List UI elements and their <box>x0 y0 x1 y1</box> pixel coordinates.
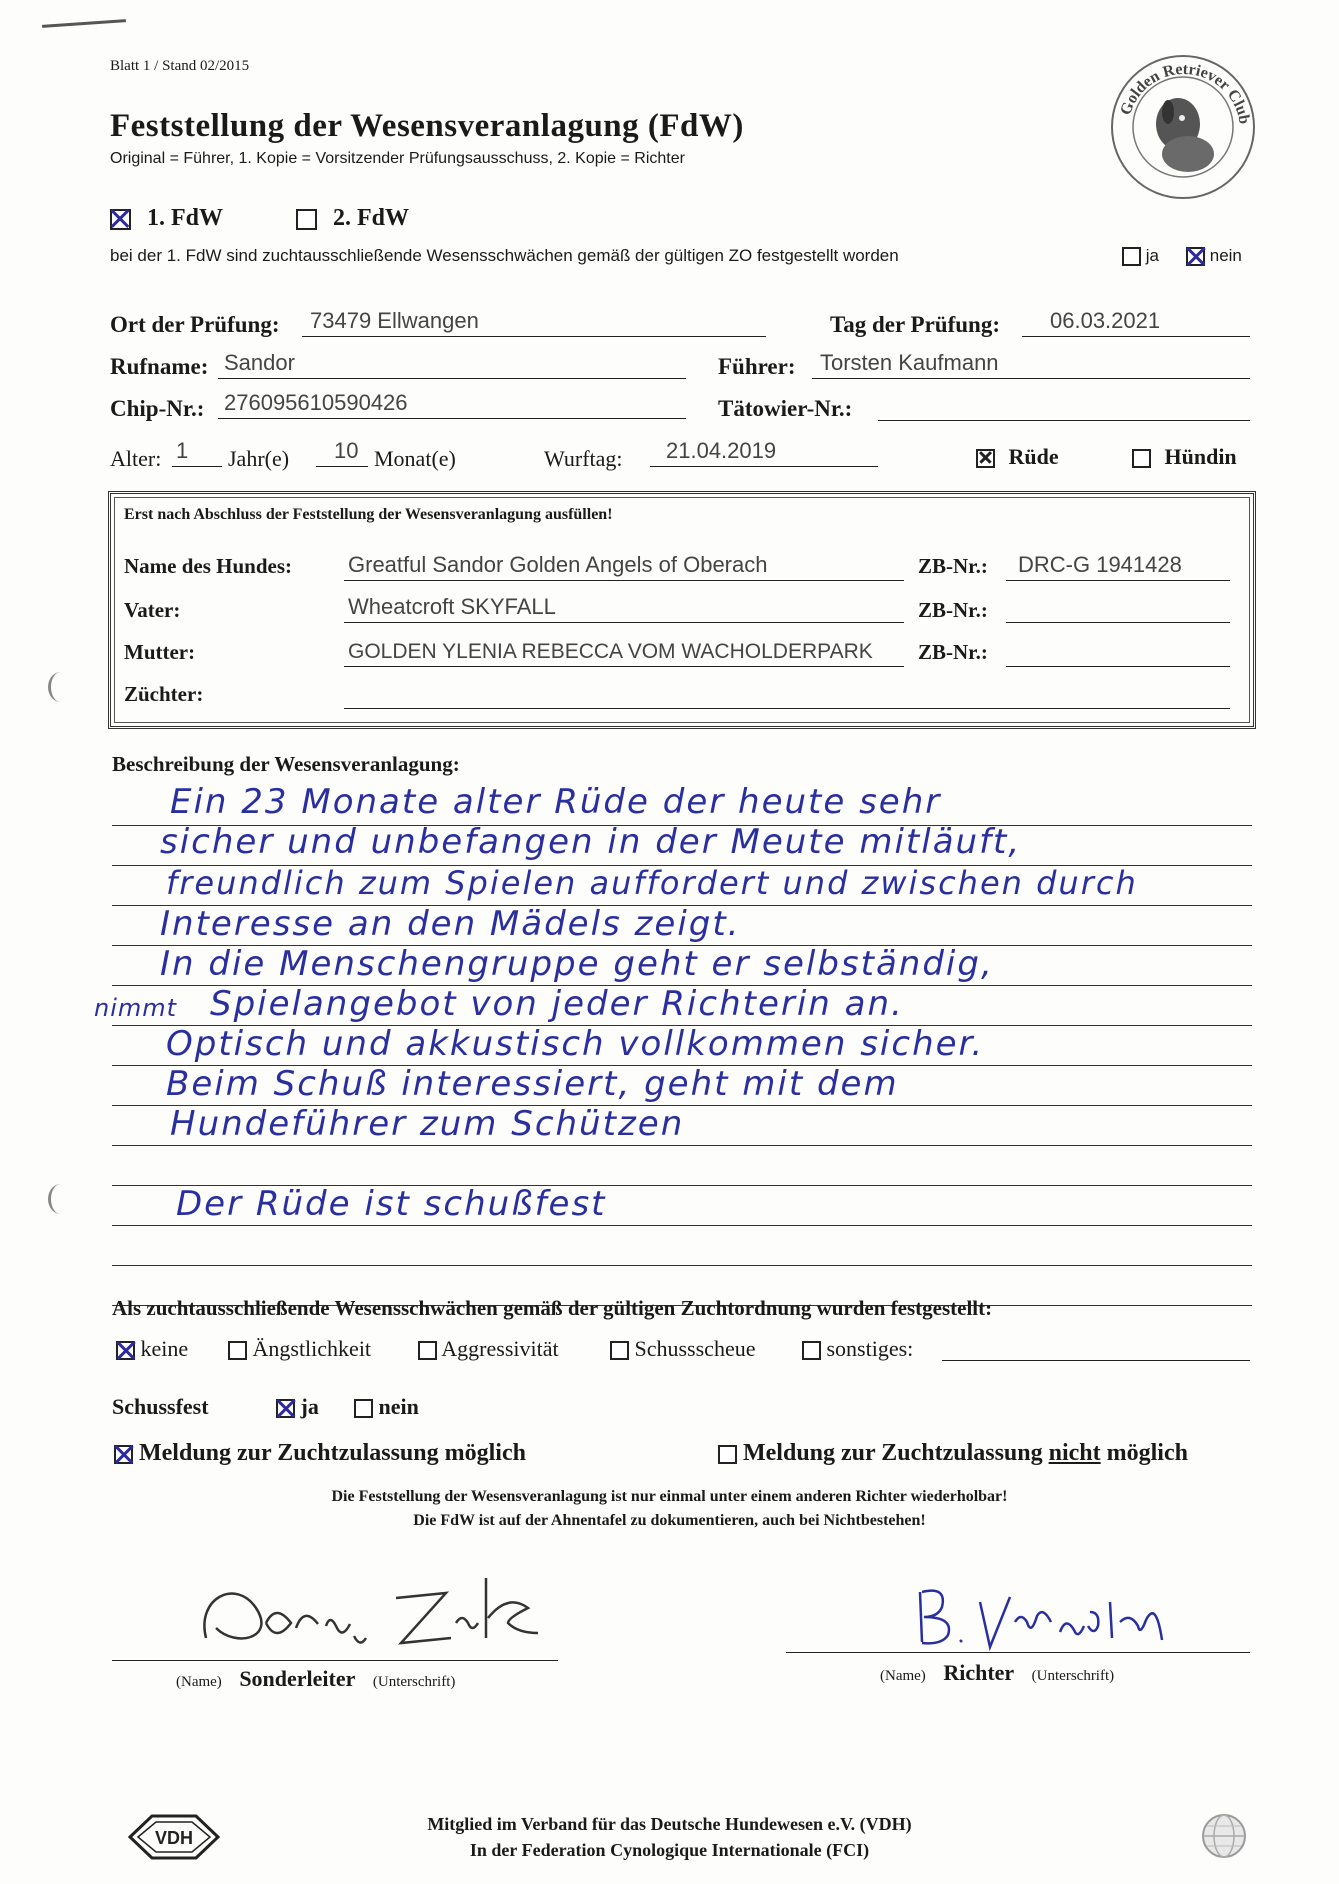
meldung-not-possible[interactable] <box>718 1440 1188 1467</box>
chip-value: 276095610590426 <box>224 390 408 415</box>
desc-rule-9 <box>112 1145 1252 1146</box>
ort-field[interactable] <box>302 310 766 337</box>
box-heading: Erst nach Abschluss der Feststellung der Wesensveranlagung ausfüllen! <box>124 506 613 523</box>
aengstlichkeit-label: Ängstlichkeit <box>252 1336 372 1361</box>
chip-field[interactable] <box>218 392 686 419</box>
desc-rule-11 <box>112 1225 1252 1226</box>
fdw-first-option[interactable] <box>110 205 223 232</box>
tag-label: Tag der Prüfung: <box>830 312 1000 337</box>
fuehrer-label: Führer: <box>718 354 796 379</box>
fuehrer-field[interactable] <box>812 352 1250 379</box>
footer-line-1: Mitglied im Verband für das Deutsche Hundewesen e.V. (VDH) <box>427 1814 912 1834</box>
fdw-question: bei der 1. FdW sind zuchtausschließende Wesensschwächen gemäß der gültigen ZO festgestellt worden <box>110 246 899 265</box>
desc-line: freundlich zum Spielen auffordert und zwischen durch <box>166 864 1138 902</box>
footer-line-2: In der Federation Cynologique Internationale (FCI) <box>469 1840 870 1860</box>
desc-line: sicher und unbefangen in der Meute mitläuft, <box>160 822 1022 862</box>
zb-value: DRC-G 1941428 <box>1018 552 1182 577</box>
mutter-label: Mutter: <box>124 640 196 664</box>
rufname-label: Rufname: <box>110 354 209 379</box>
left-sign-line <box>112 1660 558 1661</box>
vater-value: Wheatcroft SKYFALL <box>348 594 556 619</box>
ruede-checkbox[interactable] <box>976 449 995 468</box>
desc-line: Optisch und akkustisch vollkommen sicher. <box>166 1024 985 1064</box>
page-title: Feststellung der Wesensveranlagung (FdW) <box>110 108 744 144</box>
desc-line: Der Rüde ist schußfest <box>176 1184 607 1224</box>
huendin-label: Hündin <box>1164 444 1237 469</box>
left-sign-hint: (Unterschrift) <box>372 1674 456 1690</box>
club-seal <box>1108 52 1258 202</box>
nein-checkbox[interactable] <box>1186 247 1205 266</box>
right-sign-caption <box>880 1660 1114 1686</box>
sonstiges-label: sonstiges: <box>826 1336 914 1361</box>
desc-line: Hundeführer zum Schützen <box>170 1104 685 1144</box>
meldung-possible-checkbox[interactable] <box>114 1445 133 1464</box>
taetowier-label: Tätowier-Nr.: <box>718 396 853 421</box>
meldung-not-word: nicht <box>1048 1440 1101 1466</box>
fci-logo <box>1200 1812 1248 1860</box>
left-role: Sonderleiter <box>239 1666 356 1691</box>
taetowier-field[interactable] <box>878 394 1250 421</box>
tag-value: 06.03.2021 <box>1050 308 1161 333</box>
weakness-aengstlichkeit[interactable] <box>228 1336 371 1362</box>
alter-jahre-value: 1 <box>176 438 189 463</box>
ja-label: ja <box>1145 246 1159 265</box>
vater-field[interactable] <box>344 596 904 623</box>
vater-zb-label: ZB-Nr.: <box>918 598 988 622</box>
desc-margin-word: nimmt <box>94 994 178 1022</box>
monat-label: Monat(e) <box>374 446 456 471</box>
schussfest-nein-label: nein <box>378 1394 419 1419</box>
desc-rule-12 <box>112 1265 1252 1266</box>
page-subtitle: Original = Führer, 1. Kopie = Vorsitzender Prüfungsausschuss, 2. Kopie = Richter <box>110 150 685 167</box>
hund-name-value: Greatful Sandor Golden Angels of Oberach <box>348 552 768 577</box>
scan-mark <box>42 19 126 28</box>
zb-field[interactable] <box>1006 554 1230 581</box>
wurftag-value: 21.04.2019 <box>666 438 777 463</box>
mutter-zb-field[interactable] <box>1006 640 1230 667</box>
weakness-schussscheue[interactable] <box>610 1336 755 1362</box>
sheet-version: Blatt 1 / Stand 02/2015 <box>110 58 250 74</box>
alter-monate-field[interactable] <box>316 440 368 467</box>
meldung-not-post: möglich <box>1106 1440 1188 1466</box>
schussfest-label: Schussfest <box>112 1394 209 1419</box>
ort-label: Ort der Prüfung: <box>110 312 280 337</box>
desc-line: Beim Schuß interessiert, geht mit dem <box>166 1064 899 1104</box>
hund-name-field[interactable] <box>344 554 904 581</box>
right-sign-hint: (Unterschrift) <box>1031 1668 1115 1684</box>
fdw-first-label: 1. FdW <box>147 205 224 231</box>
desc-line: Ein 23 Monate alter Rüde der heute sehr <box>170 782 942 822</box>
schussfest-ja-label: ja <box>300 1394 319 1419</box>
mutter-zb-label: ZB-Nr.: <box>918 640 988 664</box>
right-signature <box>900 1572 1200 1662</box>
right-signature-text <box>900 1568 906 1569</box>
right-sign-line <box>786 1652 1250 1653</box>
desc-line: In die Menschengruppe geht er selbständig, <box>160 944 994 984</box>
fdw-second-option[interactable] <box>296 205 409 232</box>
alter-label: Alter: <box>110 446 162 471</box>
aggressivitaet-label: Aggressivität <box>441 1336 559 1361</box>
punch-mark-bottom <box>48 1184 73 1214</box>
fci-globe-icon <box>1200 1812 1248 1860</box>
desc-line: Spielangebot von jeder Richterin an. <box>210 984 904 1024</box>
fdw-answer-ja[interactable] <box>1122 246 1159 266</box>
left-signature <box>196 1568 556 1658</box>
rufname-field[interactable] <box>218 352 686 379</box>
fdw-second-label: 2. FdW <box>333 205 410 231</box>
alter-monate-value: 10 <box>334 438 359 463</box>
huendin-checkbox[interactable] <box>1132 449 1151 468</box>
keine-label: keine <box>140 1336 189 1361</box>
meldung-not-checkbox[interactable] <box>718 1445 737 1464</box>
description-label: Beschreibung der Wesensveranlagung: <box>112 752 460 776</box>
signature-doris-icon <box>196 1568 556 1658</box>
mutter-value: GOLDEN YLENIA REBECCA VOM WACHOLDERPARK <box>348 640 873 663</box>
zb-label: ZB-Nr.: <box>918 554 988 578</box>
meldung-possible[interactable] <box>114 1440 526 1467</box>
fdw-first-checkbox[interactable] <box>110 209 131 230</box>
fdw-second-checkbox[interactable] <box>296 209 317 230</box>
zuechter-label: Züchter: <box>124 682 204 706</box>
vater-label: Vater: <box>124 598 181 622</box>
fdw-answer-nein[interactable] <box>1186 246 1242 266</box>
tag-field[interactable] <box>1022 310 1250 337</box>
punch-mark-top <box>48 672 73 702</box>
weakness-sonstiges[interactable] <box>802 1336 913 1362</box>
sonstiges-checkbox[interactable] <box>802 1341 821 1360</box>
ruede-option[interactable] <box>976 444 1059 470</box>
jahr-label: Jahr(e) <box>228 446 290 471</box>
keine-checkbox[interactable] <box>116 1341 135 1360</box>
schussscheue-checkbox[interactable] <box>610 1341 629 1360</box>
schussfest-nein[interactable] <box>354 1394 419 1420</box>
left-sign-caption <box>176 1666 455 1692</box>
huendin-option[interactable] <box>1132 444 1237 470</box>
zuechter-field[interactable] <box>344 682 1230 709</box>
left-name-hint: (Name) <box>176 1674 222 1690</box>
seal-icon <box>1108 52 1258 202</box>
weakness-aggressivitaet[interactable] <box>418 1336 559 1362</box>
vdh-logo-text: VDH <box>154 1828 194 1848</box>
ja-checkbox[interactable] <box>1122 247 1141 266</box>
schussfest-ja-checkbox[interactable] <box>276 1399 295 1418</box>
schussscheue-label: Schussscheue <box>634 1336 756 1361</box>
desc-line: Interesse an den Mädels zeigt. <box>160 904 741 944</box>
note-2: Die FdW ist auf der Ahnentafel zu dokumentieren, auch bei Nichtbestehen! <box>413 1512 926 1529</box>
wurftag-label: Wurftag: <box>544 446 623 471</box>
meldung-not-label: Meldung zur Zuchtzulassung <box>743 1440 1043 1466</box>
fuehrer-value: Torsten Kaufmann <box>820 350 999 375</box>
right-role: Richter <box>943 1660 1015 1685</box>
aggressivitaet-checkbox[interactable] <box>418 1341 437 1360</box>
vater-zb-field[interactable] <box>1006 596 1230 623</box>
sonstiges-field[interactable] <box>942 1334 1250 1361</box>
ruede-label: Rüde <box>1008 444 1059 469</box>
wurftag-field[interactable] <box>650 440 878 467</box>
left-signature-text <box>196 1560 200 1561</box>
signature-kronenberg-icon <box>900 1572 1200 1662</box>
weakness-keine[interactable] <box>116 1336 188 1362</box>
alter-jahre-field[interactable] <box>172 440 222 467</box>
nein-label: nein <box>1209 246 1242 265</box>
schussfest-ja[interactable] <box>276 1394 319 1420</box>
ort-value: 73479 Ellwangen <box>310 308 479 333</box>
seal-text: Golden Retriever Club <box>1117 60 1253 126</box>
aengstlichkeit-checkbox[interactable] <box>228 1341 247 1360</box>
chip-label: Chip-Nr.: <box>110 396 205 421</box>
right-name-hint: (Name) <box>880 1668 926 1684</box>
mutter-field[interactable] <box>344 640 904 667</box>
schussfest-nein-checkbox[interactable] <box>354 1399 373 1418</box>
note-1: Die Feststellung der Wesensveranlagung ist nur einmal unter einem anderen Richter wiederholbar! <box>331 1488 1008 1505</box>
rufname-value: Sandor <box>224 350 295 375</box>
meldung-possible-label: Meldung zur Zuchtzulassung möglich <box>139 1440 526 1466</box>
hund-name-label: Name des Hundes: <box>124 554 293 578</box>
weakness-heading: Als zuchtausschließende Wesensschwächen gemäß der gültigen Zuchtordnung wurden festgestellt: <box>112 1296 993 1320</box>
